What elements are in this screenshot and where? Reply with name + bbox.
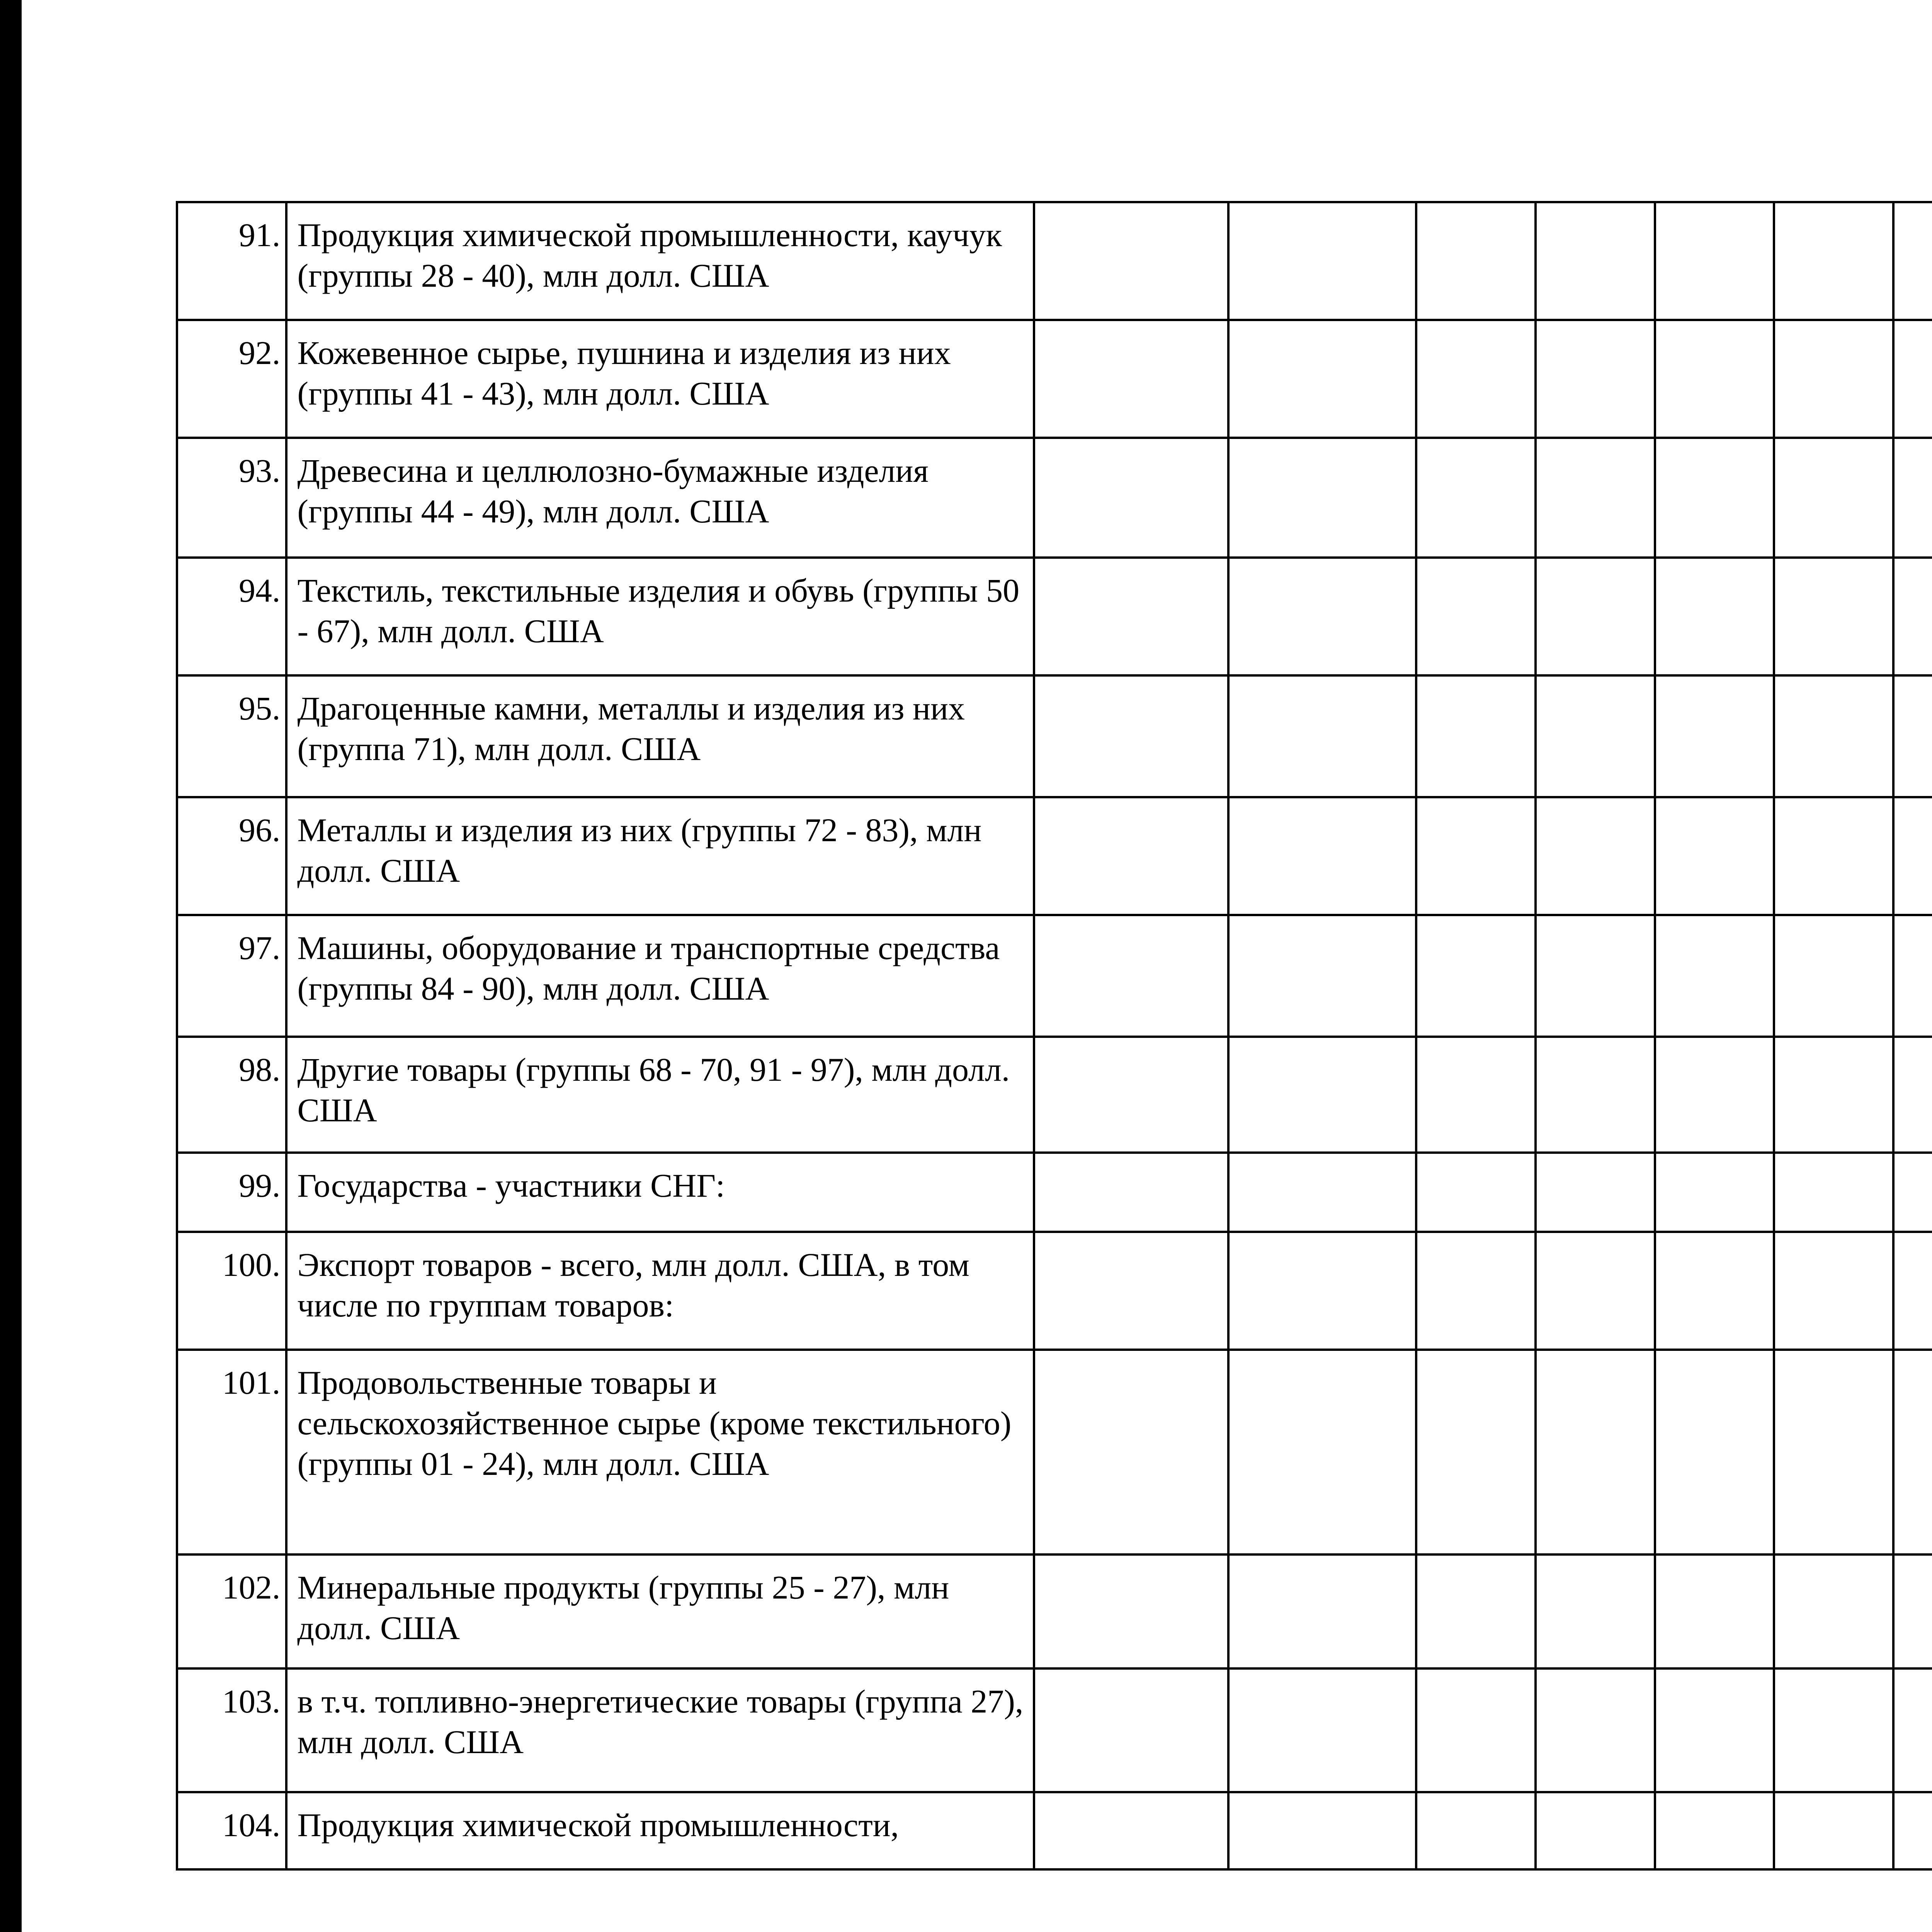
value-cell[interactable] bbox=[1228, 1037, 1417, 1153]
indicator-label: Древесина и целлюлозно-бумажные изделия (группы 44 - 49), млн долл. США bbox=[286, 438, 1034, 558]
value-cell[interactable] bbox=[1034, 1232, 1228, 1350]
value-cell[interactable] bbox=[1893, 1153, 1932, 1232]
value-cell[interactable] bbox=[1774, 438, 1893, 558]
value-cell[interactable] bbox=[1034, 558, 1228, 675]
row-number: 100. bbox=[177, 1232, 286, 1350]
value-cell[interactable] bbox=[1655, 202, 1774, 320]
value-cell[interactable] bbox=[1655, 558, 1774, 675]
value-cell[interactable] bbox=[1655, 1668, 1774, 1792]
value-cell[interactable] bbox=[1228, 1554, 1417, 1668]
row-number: 92. bbox=[177, 320, 286, 438]
row-number: 93. bbox=[177, 438, 286, 558]
value-cell[interactable] bbox=[1416, 1037, 1536, 1153]
indicator-label: в т.ч. топливно-энергетические товары (группа 27), млн долл. США bbox=[286, 1668, 1034, 1792]
value-cell[interactable] bbox=[1536, 915, 1655, 1037]
table-row bbox=[177, 1668, 1932, 1792]
value-cell[interactable] bbox=[1034, 202, 1228, 320]
value-cell[interactable] bbox=[1893, 1554, 1932, 1668]
table-row bbox=[177, 1554, 1932, 1668]
value-cell[interactable] bbox=[1416, 1554, 1536, 1668]
value-cell[interactable] bbox=[1536, 797, 1655, 915]
value-cell[interactable] bbox=[1536, 1232, 1655, 1350]
indicator-label: Продовольственные товары и сельскохозяйственное сырье (кроме текстильного) (группы 01 - 24), млн долл. США bbox=[286, 1350, 1034, 1554]
value-cell[interactable] bbox=[1034, 1792, 1228, 1869]
value-cell[interactable] bbox=[1228, 1232, 1417, 1350]
value-cell[interactable] bbox=[1774, 202, 1893, 320]
value-cell[interactable] bbox=[1416, 1232, 1536, 1350]
value-cell[interactable] bbox=[1416, 1792, 1536, 1869]
value-cell[interactable] bbox=[1893, 202, 1932, 320]
table-row bbox=[177, 1153, 1932, 1232]
value-cell[interactable] bbox=[1536, 675, 1655, 797]
row-number: 102. bbox=[177, 1554, 286, 1668]
indicator-label: Продукция химической промышленности, каучук (группы 28 - 40), млн долл. США bbox=[286, 202, 1034, 320]
indicator-label: Минеральные продукты (группы 25 - 27), млн долл. США bbox=[286, 1554, 1034, 1668]
value-cell[interactable] bbox=[1416, 797, 1536, 915]
value-cell[interactable] bbox=[1655, 1153, 1774, 1232]
table-row bbox=[177, 915, 1932, 1037]
value-cell[interactable] bbox=[1655, 320, 1774, 438]
indicator-label: Металлы и изделия из них (группы 72 - 83), млн долл. США bbox=[286, 797, 1034, 915]
value-cell[interactable] bbox=[1893, 1350, 1932, 1554]
value-cell[interactable] bbox=[1228, 1153, 1417, 1232]
value-cell[interactable] bbox=[1893, 320, 1932, 438]
value-cell[interactable] bbox=[1536, 320, 1655, 438]
value-cell[interactable] bbox=[1416, 1153, 1536, 1232]
table-body bbox=[177, 202, 1932, 1869]
value-cell[interactable] bbox=[1774, 915, 1893, 1037]
row-number: 98. bbox=[177, 1037, 286, 1153]
indicator-label: Экспорт товаров - всего, млн долл. США, в том числе по группам товаров: bbox=[286, 1232, 1034, 1350]
row-number: 91. bbox=[177, 202, 286, 320]
value-cell[interactable] bbox=[1774, 1668, 1893, 1792]
row-number: 94. bbox=[177, 558, 286, 675]
value-cell[interactable] bbox=[1416, 202, 1536, 320]
table-row bbox=[177, 1232, 1932, 1350]
value-cell[interactable] bbox=[1416, 1668, 1536, 1792]
value-cell[interactable] bbox=[1416, 558, 1536, 675]
value-cell[interactable] bbox=[1228, 1668, 1417, 1792]
value-cell[interactable] bbox=[1536, 202, 1655, 320]
value-cell[interactable] bbox=[1655, 438, 1774, 558]
value-cell[interactable] bbox=[1655, 797, 1774, 915]
value-cell[interactable] bbox=[1655, 1554, 1774, 1668]
value-cell[interactable] bbox=[1774, 675, 1893, 797]
value-cell[interactable] bbox=[1655, 1792, 1774, 1869]
value-cell[interactable] bbox=[1034, 1554, 1228, 1668]
value-cell[interactable] bbox=[1655, 915, 1774, 1037]
table-row bbox=[177, 1350, 1932, 1554]
table-row bbox=[177, 558, 1932, 675]
indicator-label: Машины, оборудование и транспортные средства (группы 84 - 90), млн долл. США bbox=[286, 915, 1034, 1037]
value-cell[interactable] bbox=[1228, 320, 1417, 438]
value-cell[interactable] bbox=[1655, 1232, 1774, 1350]
value-cell[interactable] bbox=[1416, 675, 1536, 797]
value-cell[interactable] bbox=[1774, 320, 1893, 438]
table-row bbox=[177, 438, 1932, 558]
row-number: 99. bbox=[177, 1153, 286, 1232]
value-cell[interactable] bbox=[1228, 438, 1417, 558]
value-cell[interactable] bbox=[1034, 915, 1228, 1037]
value-cell[interactable] bbox=[1774, 1792, 1893, 1869]
indicator-label: Кожевенное сырье, пушнина и изделия из них (группы 41 - 43), млн долл. США bbox=[286, 320, 1034, 438]
value-cell[interactable] bbox=[1536, 1153, 1655, 1232]
table-row bbox=[177, 1037, 1932, 1153]
indicator-label: Продукция химической промышленности, bbox=[286, 1792, 1034, 1869]
table-row bbox=[177, 202, 1932, 320]
value-cell[interactable] bbox=[1774, 1350, 1893, 1554]
value-cell[interactable] bbox=[1416, 915, 1536, 1037]
value-cell[interactable] bbox=[1228, 1792, 1417, 1869]
value-cell[interactable] bbox=[1228, 797, 1417, 915]
row-number: 95. bbox=[177, 675, 286, 797]
value-cell[interactable] bbox=[1034, 1350, 1228, 1554]
value-cell[interactable] bbox=[1774, 1153, 1893, 1232]
value-cell[interactable] bbox=[1228, 202, 1417, 320]
value-cell[interactable] bbox=[1893, 915, 1932, 1037]
value-cell[interactable] bbox=[1536, 1792, 1655, 1869]
value-cell[interactable] bbox=[1655, 1350, 1774, 1554]
value-cell[interactable] bbox=[1416, 320, 1536, 438]
indicator-label: Драгоценные камни, металлы и изделия из них (группа 71), млн долл. США bbox=[286, 675, 1034, 797]
value-cell[interactable] bbox=[1536, 1668, 1655, 1792]
value-cell[interactable] bbox=[1034, 1153, 1228, 1232]
value-cell[interactable] bbox=[1536, 558, 1655, 675]
indicator-label: Другие товары (группы 68 - 70, 91 - 97), млн долл. США bbox=[286, 1037, 1034, 1153]
row-number: 104. bbox=[177, 1792, 286, 1869]
table-row bbox=[177, 675, 1932, 797]
table-row bbox=[177, 320, 1932, 438]
table-row bbox=[177, 1792, 1932, 1869]
row-number: 101. bbox=[177, 1350, 286, 1554]
value-cell[interactable] bbox=[1893, 558, 1932, 675]
row-number: 103. bbox=[177, 1668, 286, 1792]
row-number: 97. bbox=[177, 915, 286, 1037]
value-cell[interactable] bbox=[1893, 797, 1932, 915]
indicator-label: Государства - участники СНГ: bbox=[286, 1153, 1034, 1232]
value-cell[interactable] bbox=[1228, 1350, 1417, 1554]
value-cell[interactable] bbox=[1774, 797, 1893, 915]
value-cell[interactable] bbox=[1655, 675, 1774, 797]
value-cell[interactable] bbox=[1536, 1350, 1655, 1554]
value-cell[interactable] bbox=[1034, 438, 1228, 558]
indicator-label: Текстиль, текстильные изделия и обувь (группы 50 - 67), млн долл. США bbox=[286, 558, 1034, 675]
value-cell[interactable] bbox=[1034, 1668, 1228, 1792]
value-cell[interactable] bbox=[1893, 1232, 1932, 1350]
value-cell[interactable] bbox=[1893, 438, 1932, 558]
value-cell[interactable] bbox=[1034, 320, 1228, 438]
value-cell[interactable] bbox=[1034, 675, 1228, 797]
value-cell[interactable] bbox=[1774, 1554, 1893, 1668]
row-number: 96. bbox=[177, 797, 286, 915]
value-cell[interactable] bbox=[1893, 1792, 1932, 1869]
value-cell[interactable] bbox=[1034, 1037, 1228, 1153]
value-cell[interactable] bbox=[1893, 675, 1932, 797]
value-cell[interactable] bbox=[1416, 438, 1536, 558]
value-cell[interactable] bbox=[1774, 1232, 1893, 1350]
value-cell[interactable] bbox=[1655, 1037, 1774, 1153]
table-row bbox=[177, 797, 1932, 915]
value-cell[interactable] bbox=[1416, 1350, 1536, 1554]
scan-left-edge bbox=[0, 0, 22, 1932]
value-cell[interactable] bbox=[1774, 558, 1893, 675]
value-cell[interactable] bbox=[1893, 1668, 1932, 1792]
value-cell[interactable] bbox=[1034, 797, 1228, 915]
indicator-table bbox=[176, 201, 1932, 1871]
value-cell[interactable] bbox=[1228, 558, 1417, 675]
value-cell[interactable] bbox=[1228, 915, 1417, 1037]
value-cell[interactable] bbox=[1536, 1554, 1655, 1668]
value-cell[interactable] bbox=[1536, 438, 1655, 558]
value-cell[interactable] bbox=[1893, 1037, 1932, 1153]
value-cell[interactable] bbox=[1774, 1037, 1893, 1153]
value-cell[interactable] bbox=[1536, 1037, 1655, 1153]
value-cell[interactable] bbox=[1228, 675, 1417, 797]
